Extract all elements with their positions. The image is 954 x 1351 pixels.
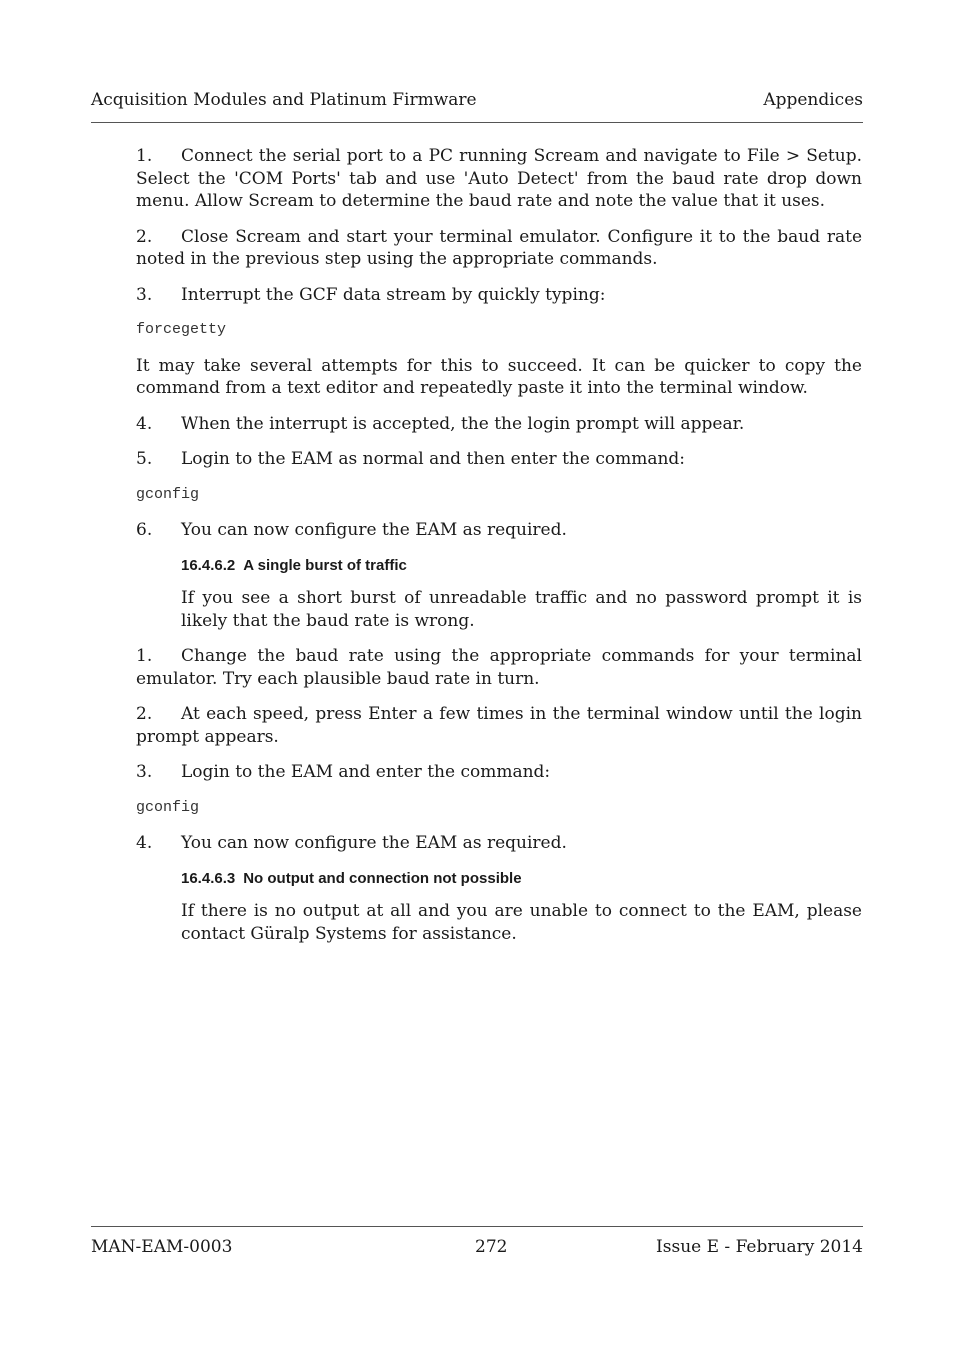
- page-number: 272: [475, 1237, 508, 1257]
- code-command: gconfig: [136, 798, 200, 816]
- list-item: [136, 145, 862, 213]
- section-number: 16.4.6.3: [181, 869, 236, 887]
- section-heading: [181, 555, 862, 578]
- list-item: [136, 226, 862, 271]
- footer-document-code: MAN-EAM-0003: [91, 1237, 233, 1257]
- list-item-number: 2.: [136, 704, 153, 724]
- list-item-text: At each speed, press Enter a few times in the terminal window until the login prompt appears.: [136, 704, 862, 747]
- page-body: [136, 145, 862, 958]
- header-section-name: Appendices: [763, 90, 863, 110]
- header-document-title: Acquisition Modules and Platinum Firmware: [91, 90, 477, 110]
- paragraph: If you see a short burst of unreadable traffic and no password prompt it is likely that the baud rate is wrong.: [181, 588, 862, 631]
- list-item-text: Login to the EAM as normal and then enter the command:: [181, 449, 686, 469]
- list-item-number: 3.: [136, 284, 153, 305]
- list-item: [136, 284, 862, 307]
- header-rule: [91, 122, 863, 123]
- list-item-text: You can now configure the EAM as required.: [181, 833, 567, 853]
- list-item-number: 5.: [136, 449, 153, 469]
- list-item-text: Close Scream and start your terminal emulator. Configure it to the baud rate noted in the previous step using the appropriate commands.: [136, 226, 862, 269]
- list-item: [136, 413, 862, 436]
- list-item-text: Connect the serial port to a PC running Scream and navigate to File > Setup. Select the 'COM Ports' tab and use 'Auto Detect' from the baud rate drop down menu. Allow Scream to determine the baud rate and note the value that it uses.: [136, 146, 862, 211]
- list-item-text: Interrupt the GCF data stream by quickly typing:: [181, 284, 606, 305]
- footer-rule: [91, 1226, 863, 1227]
- footer-issue-date: Issue E - February 2014: [656, 1237, 863, 1257]
- list-item: [136, 448, 862, 471]
- list-item-text: You can now configure the EAM as required.: [181, 520, 567, 540]
- list-item-number: 4.: [136, 413, 153, 434]
- code-command: gconfig: [136, 485, 200, 503]
- page-footer: [91, 1237, 863, 1261]
- list-item: [136, 761, 862, 784]
- list-item-text: Change the baud rate using the appropriate commands for your terminal emulator. Try each plausible baud rate in turn.: [136, 646, 862, 689]
- section-title: No output and connection not possible: [243, 869, 522, 887]
- paragraph: If there is no output at all and you are unable to connect to the EAM, please contact Güralp Systems for assistance.: [181, 901, 862, 944]
- list-item-text: When the interrupt is accepted, the the login prompt will appear.: [181, 413, 745, 434]
- list-item-text: Login to the EAM and enter the command:: [181, 762, 551, 782]
- list-item-number: 2.: [136, 226, 153, 247]
- list-item: [136, 519, 862, 542]
- section-heading: [181, 868, 862, 891]
- list-item-number: 6.: [136, 520, 153, 540]
- section-number: 16.4.6.2: [181, 556, 236, 574]
- list-item-number: 3.: [136, 762, 153, 782]
- list-item: [136, 645, 862, 690]
- page-header: [91, 90, 863, 114]
- paragraph: It may take several attempts for this to succeed. It can be quicker to copy the command from a text editor and repeatedly paste it into the terminal window.: [136, 355, 862, 398]
- section-title: A single burst of traffic: [243, 556, 407, 574]
- list-item-number: 1.: [136, 646, 153, 666]
- list-item: [136, 703, 862, 748]
- list-item-number: 1.: [136, 146, 153, 166]
- code-command: forcegetty: [136, 321, 227, 338]
- list-item-number: 4.: [136, 833, 153, 853]
- list-item: [136, 832, 862, 855]
